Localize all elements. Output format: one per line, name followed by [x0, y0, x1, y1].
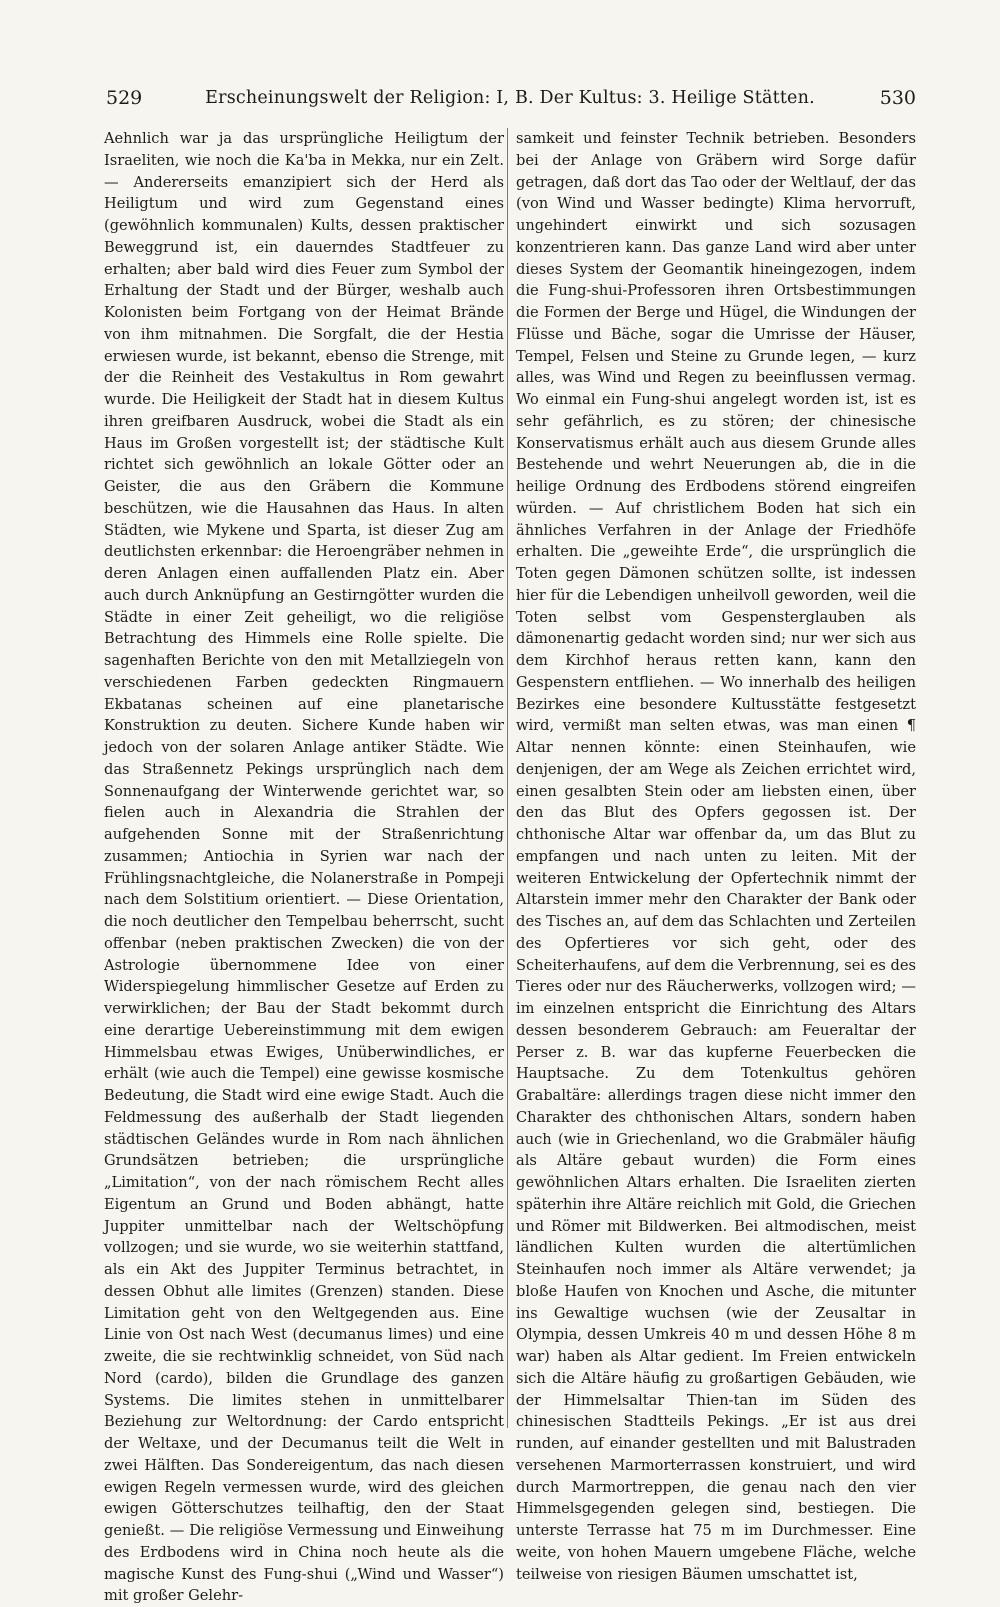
column-left-text: Aehnlich war ja das ursprüngliche Heiligtum der Israeliten, wie noch die Ka'ba in Mekka, nur ein Zelt. — Andererseits emanzipiert sich der Herd als Heiligtum und wird zum Gegenstand eines (gewöhnlich kommunalen) Kults, dessen praktischer Beweggrund ist, ein dauerndes Stadtfeuer zu erhalten; aber bald wird dies Feuer zum Symbol der Erhaltung der Stadt und der Bürger, weshalb auch Kolonisten beim Fortgang von der Heimat Brände von ihm mitnahmen. Die Sorgfalt, die der Hestia erwiesen wurde, ist bekannt, ebenso die Strenge, mit der die Reinheit des Vestakultus in Rom gewahrt wurde. Die Heiligkeit der Stadt hat in diesem Kultus ihren greifbaren Ausdruck, wobei die Stadt als ein Haus im Großen vorgestellt ist; der städtische Kult richtet sich gewöhnlich an lokale Götter oder an Geister, die aus den Gräbern die Kommune beschützen, wie die Hausahnen das Haus. In alten Städten, wie Mykene und Sparta, ist dieser Zug am deutlichsten erkennbar: die Heroengräber nehmen in deren Anlagen einen auffallenden Platz ein. Aber auch durch Anknüpfung an Gestirngötter wurden die Städte in einer Zeit geheiligt, wo die religiöse Betrachtung des Himmels eine Rolle spielte. Die sagenhaften Berichte von den mit Metallziegeln von verschiedenen Farben gedeckten Ringmauern Ekbatanas scheinen auf eine planetarische Konstruktion zu deuten. Sichere Kunde haben wir jedoch von der solaren Anlage antiker Städte. Wie das Straßennetz Pekings ursprünglich nach dem Sonnenaufgang der Winterwende gerichtet war, so fielen auch in Alexandria die Strahlen der aufgehenden Sonne mit der Straßenrichtung zusammen; Antiochia in Syrien war nach der Frühlingsnachtgleiche, die Nolanerstraße in Pompeji nach dem Solstitium orientiert. — Diese Orientation, die noch deutlicher den Tempelbau beherrscht, sucht offenbar (neben praktischen Zwecken) die von der Astrologie übernommene Idee von einer Widerspiegelung himmlischer Gesetze auf Erden zu verwirklichen; der Bau der Stadt bekommt durch eine derartige Uebereinstimmung mit dem ewigen Himmelsbau etwas Ewiges, Unüberwindliches, er erhält (wie auch die Tempel) eine gewisse kosmische Bedeutung, die Stadt wird eine ewige Stadt. Auch die Feldmessung des außerhalb der Stadt liegenden städtischen Geländes wurde in Rom nach ähnlichen Grundsätzen betrieben; die ursprüngliche „Limitation“, von der nach römischem Recht alles Eigentum an Grund und Boden abhängt, hatte Juppiter unmittelbar nach der Weltschöpfung vollzogen; und sie wurde, wo sie weiterhin stattfand, als ein Akt des Juppiter Terminus betrachtet, in dessen Obhut alle limites (Grenzen) standen. Diese Limitation geht von den Weltgegenden aus. Eine Linie von Ost nach West (decumanus limes) und eine zweite, die sie rechtwinklig schneidet, von Süd nach Nord (cardo), bilden die Grundlage des ganzen Systems. Die limites stehen in unmittelbarer Beziehung zur Weltordnung: der Cardo entspricht der Weltaxe, und der Decumanus teilt die Welt in zwei Hälften. Das Sondereigentum, das nach diesen ewigen Regeln vermessen wurde, wird des gleichen ewigen Götterschutzes teilhaftig, den der Staat genießt. — Die religiöse Vermessung und Einweihung des Erdbodens wird in China noch heute als die magische Kunst des Fung-shui („Wind und Wasser“) mit großer Gelehr-	[104, 130, 504, 1605]
text-column-left	[104, 128, 504, 1605]
page-number-left: 529	[106, 87, 143, 109]
page-header	[100, 84, 920, 112]
page-number-right: 530	[879, 87, 916, 109]
running-title: Erscheinungswelt der Religion: I, B. Der Kultus: 3. Heilige Stätten.	[205, 88, 815, 108]
column-divider	[507, 128, 508, 1428]
text-column-right	[516, 128, 916, 1583]
column-right-text: samkeit und feinster Technik betrieben. Besonders bei der Anlage von Gräbern wird Sorge dafür getragen, daß dort das Tao oder der Weltlauf, der das (von Wind und Wasser bedingte) Klima hervorruft, ungehindert einwirkt und sich sozusagen konzentrieren kann. Das ganze Land wird aber unter dieses System der Geomantik hineingezogen, indem die Fung-shui-Professoren ihren Ortsbestimmungen die Formen der Berge und Hügel, die Windungen der Flüsse und Bäche, sogar die Umrisse der Häuser, Tempel, Felsen und Steine zu Grunde legen, — kurz alles, was Wind und Regen zu beeinflussen vermag. Wo einmal ein Fung-shui angelegt worden ist, ist es sehr gefährlich, es zu stören; der chinesische Konservatismus erhält auch aus diesem Grunde alles Bestehende und wehrt Neuerungen ab, die in die heilige Ordnung des Erdbodens störend eingreifen würden. — Auf christlichem Boden hat sich ein ähnliches Verfahren in der Anlage der Friedhöfe erhalten. Die „geweihte Erde“, die ursprünglich die Toten gegen Dämonen schützen sollte, ist indessen hier für die Lebendigen unheilvoll geworden, weil die Toten selbst vom Gespensterglauben als dämonenartig gedacht worden sind; nur wer sich aus dem Kirchhof heraus retten kann, kann den Gespenstern entfliehen. — Wo innerhalb des heiligen Bezirkes eine besondere Kultusstätte festgesetzt wird, vermißt man selten etwas, was man einen ¶ Altar nennen könnte: einen Steinhaufen, wie denjenigen, der am Wege als Zeichen errichtet wird, einen gesalbten Stein oder am liebsten einen, über den das Blut des Opfers gegossen ist. Der chthonische Altar war offenbar da, um das Blut zu empfangen und nach unten zu leiten. Mit der weiteren Entwickelung der Opfertechnik nimmt der Altarstein immer mehr den Charakter der Bank oder des Tisches an, auf dem das Schlachten und Zerteilen des Opfertieres vor sich geht, oder des Scheiterhaufens, auf dem die Verbrennung, sei es des Tieres oder nur des Räucherwerks, vollzogen wird; — im einzelnen entspricht die Einrichtung des Altars dessen besonderem Gebrauch: am Feueraltar der Perser z. B. war das kupferne Feuerbecken die Hauptsache. Zu dem Totenkultus gehören Grabaltäre: allerdings tragen diese nicht immer den Charakter des chthonischen Altars, sondern haben auch (wie in Griechenland, wo die Grabmäler häufig als Altäre gebaut wurden) die Form eines gewöhnlichen Altars erhalten. Die Israeliten zierten späterhin ihre Altäre reichlich mit Gold, die Griechen und Römer mit Bildwerken. Bei altmodischen, meist ländlichen Kulten wurden die altertümlichen Steinhaufen noch immer als Altäre verwendet; ja bloße Haufen von Knochen und Asche, die mitunter ins Gewaltige wuchsen (wie der Zeusaltar in Olympia, dessen Umkreis 40 m und dessen Höhe 8 m war) haben als Altar gedient. Im Freien entwickeln sich die Altäre häufig zu großartigen Gebäuden, wie der Himmelsaltar Thien-tan im Süden des chinesischen Stadtteils Pekings. „Er ist aus drei runden, auf einander gestellten und mit Balustraden versehenen Marmorterrassen konstruiert, und wird durch Marmortreppen, die genau nach den vier Himmelsgegenden gelegen sind, bestiegen. Die unterste Terrasse hat 75 m im Durchmesser. Eine weite, von hohen Mauern umgebene Fläche, welche teilweise von riesigen Bäumen umschattet ist,	[516, 130, 916, 1583]
